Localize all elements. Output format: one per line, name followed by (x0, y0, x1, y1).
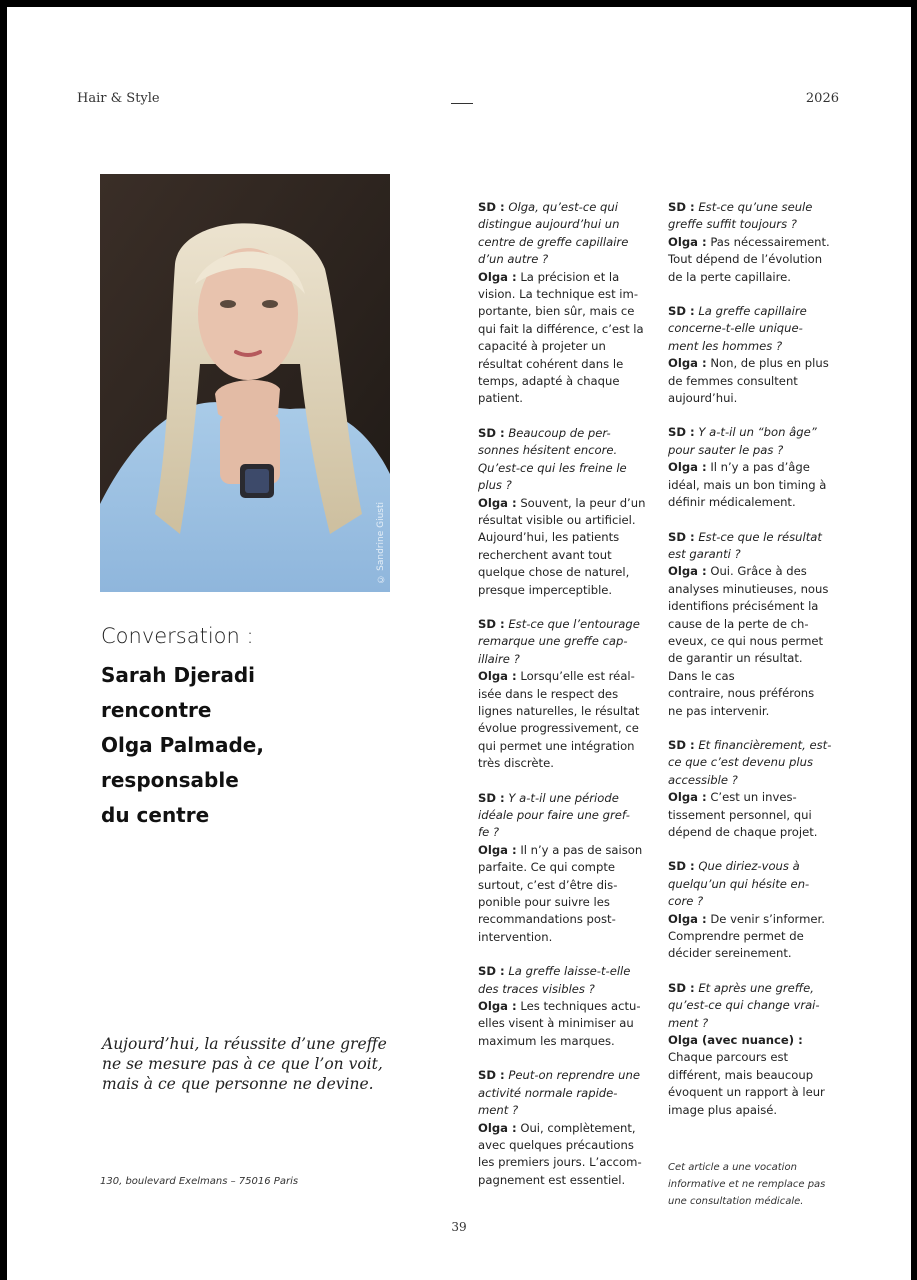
magazine-name: Hair & Style (77, 91, 160, 106)
answer-text: Chaque parcours est (668, 1050, 789, 1065)
respondent-label: Olga : (668, 790, 707, 805)
answer-line (668, 234, 858, 251)
answer-line (668, 1084, 858, 1101)
question-line (478, 651, 663, 668)
question-text: Peut-on reprendre une (504, 1068, 640, 1083)
answer-text: isée dans le respect des (478, 686, 619, 701)
answer-text: Non, de plus en plus (706, 356, 829, 371)
question-text: core ? (668, 894, 704, 909)
question-line (478, 807, 663, 824)
answer-text: C’est un inves- (706, 790, 797, 805)
answer-line (668, 1067, 858, 1084)
question-line (478, 199, 663, 216)
interview-column-1 (478, 199, 663, 1206)
headline-line: Sarah Djeradi (101, 663, 256, 687)
disclaimer-line: une consultation médicale. (668, 1196, 804, 1207)
question-text: idéale pour faire une gref- (478, 808, 630, 822)
answer-text: de la perte capillaire. (668, 269, 791, 284)
answer-text: décider sereinement. (668, 946, 792, 961)
question-text: est garanti ? (668, 546, 741, 561)
answer-text: recherchent avant tout (478, 547, 612, 562)
answer-line (668, 581, 858, 598)
answer-text: dépend de chaque projet. (668, 825, 818, 839)
answer-text: idéal, mais un bon timing à (668, 477, 827, 492)
question-text: activité normale rapide- (478, 1085, 618, 1100)
question-line (478, 1102, 663, 1119)
answer-text: aujourd’hui. (668, 391, 738, 406)
disclaimer-line: informative et ne remplace pas (668, 1179, 826, 1190)
answer-text: ponible pour suivre les (478, 895, 610, 910)
answer-line (478, 755, 663, 772)
question-line (668, 1015, 858, 1032)
question-line (478, 981, 663, 998)
question-text: accessible ? (668, 772, 738, 787)
question-line (668, 320, 858, 337)
answer-text: intervention. (478, 929, 553, 944)
interviewer-label: SD : (668, 980, 695, 995)
magazine-page (7, 7, 911, 1280)
answer-line (478, 582, 663, 599)
respondent-label: Olga : (668, 911, 707, 926)
respondent-label: Olga : (478, 999, 517, 1014)
answer-line (478, 338, 663, 355)
respondent-label: Olga : (478, 842, 517, 857)
interviewer-label: SD : (668, 529, 695, 544)
question-line (668, 546, 858, 563)
qa-block (478, 616, 663, 773)
answer-line (478, 321, 663, 338)
question-line (478, 251, 663, 268)
answer-text: Dans le cas (668, 668, 735, 683)
answer-line (668, 633, 858, 650)
answer-text: Tout dépend de l’évolution (668, 252, 823, 267)
answer-line (668, 373, 858, 390)
answer-line (668, 928, 858, 945)
answer-text: Oui. Grâce à des (706, 564, 807, 579)
question-line (668, 997, 858, 1014)
question-line (478, 477, 663, 494)
question-text: La greffe laisse-t-elle (504, 964, 631, 979)
answer-line (668, 616, 858, 633)
question-text: d’un autre ? (478, 252, 549, 267)
headline-line: du centre (101, 803, 210, 827)
answer-line (478, 390, 663, 407)
answer-text: eveux, ce qui nous permet (668, 633, 824, 648)
answer-text: qui permet une intégration (478, 738, 635, 753)
answer-line (668, 685, 858, 702)
qa-block (478, 1067, 663, 1189)
answer-line (668, 703, 858, 720)
qa-block (478, 963, 663, 1050)
answer-text: évolue progressivement, ce (478, 721, 639, 736)
question-line (668, 737, 858, 754)
question-text: quelqu’un qui hésite en- (668, 876, 810, 891)
qa-block (668, 199, 858, 286)
qa-block (478, 425, 663, 599)
question-text: des traces visibles ? (478, 981, 595, 996)
answer-text: elles visent à minimiser au (478, 1016, 634, 1031)
answer-line (668, 598, 858, 615)
question-text: sonnes hésitent encore. (478, 443, 618, 458)
photo-credit: © Sandrine Giusti (376, 502, 386, 584)
question-text: Et financièrement, est- (694, 737, 832, 752)
answer-text: capacité à projeter un (478, 339, 606, 354)
answer-line (478, 894, 663, 911)
qa-block (668, 737, 858, 841)
answer-text: Oui, complètement, (516, 1120, 636, 1135)
answer-line (478, 564, 663, 581)
interviewer-label: SD : (478, 425, 505, 440)
answer-line (668, 355, 858, 372)
answer-line (478, 495, 663, 512)
answer-line (668, 1032, 858, 1049)
clinic-address: 130, boulevard Exelmans – 75016 Paris (100, 1176, 299, 1187)
qa-block (478, 199, 663, 408)
answer-line (668, 789, 858, 806)
question-line (668, 858, 858, 875)
question-text: plus ? (478, 478, 512, 493)
pull-quote (102, 1034, 402, 1094)
answer-line (478, 529, 663, 546)
answer-text: qui fait la différence, c’est la (478, 321, 644, 336)
question-text: qu’est-ce qui change vrai- (668, 998, 820, 1013)
answer-text: De venir s’informer. (706, 911, 825, 926)
answer-line (668, 1049, 858, 1066)
question-text: remarque une greffe cap- (478, 634, 628, 649)
question-text: Et après une greffe, (694, 980, 814, 995)
question-line (668, 772, 858, 789)
answer-text: tissement personnel, qui (668, 807, 812, 822)
question-text: Est-ce que le résultat (694, 529, 822, 544)
answer-text: parfaite. Ce qui compte (478, 860, 616, 875)
answer-line (668, 1102, 858, 1119)
question-line (478, 216, 663, 233)
interviewer-label: SD : (478, 1068, 505, 1083)
answer-text: très discrète. (478, 756, 554, 771)
quote-line: ne se mesure pas à ce que l’on voit, (102, 1055, 383, 1073)
answer-text: Il n’y a pas de saison (516, 842, 643, 857)
question-line (478, 633, 663, 650)
answer-line (478, 703, 663, 720)
portrait-photo (100, 174, 390, 592)
answer-text: définir médicalement. (668, 495, 796, 510)
answer-line (668, 269, 858, 286)
question-line (478, 1085, 663, 1102)
interviewer-label: SD : (668, 859, 695, 874)
portrait-illustration (100, 174, 390, 592)
answer-text: Souvent, la peur d’un (516, 495, 646, 510)
question-text: Olga, qu’est-ce qui (504, 200, 618, 214)
qa-block (668, 424, 858, 511)
qa-block (668, 980, 858, 1119)
article-kicker: Conversation : (101, 624, 254, 648)
answer-line (668, 807, 858, 824)
answer-text: pagnement est essentiel. (478, 1172, 626, 1187)
question-text: fe ? (478, 825, 500, 840)
answer-text: surtout, c’est d’être dis- (478, 877, 618, 892)
question-text: ment ? (668, 1015, 709, 1030)
answer-line (668, 650, 858, 667)
qa-block (668, 529, 858, 720)
answer-line (668, 945, 858, 962)
answer-text: image plus apaisé. (668, 1102, 778, 1117)
answer-line (478, 1137, 663, 1154)
issue-year: 2026 (805, 91, 839, 106)
answer-line (478, 738, 663, 755)
question-line (668, 529, 858, 546)
answer-text: La précision et la (516, 269, 620, 284)
question-text: ment les hommes ? (668, 338, 783, 353)
answer-line (478, 547, 663, 564)
qa-block (668, 303, 858, 407)
answer-line (478, 286, 663, 303)
answer-text: les premiers jours. L’accom- (478, 1155, 642, 1170)
answer-text: de femmes consultent (668, 373, 798, 388)
answer-text: résultat visible ou artificiel. (478, 512, 636, 527)
question-text: concerne-t-elle unique- (668, 321, 803, 336)
answer-text: Comprendre permet de (668, 929, 804, 944)
answer-text: temps, adapté à chaque (478, 374, 620, 389)
answer-line (478, 929, 663, 946)
question-text: distingue aujourd’hui un (478, 217, 620, 232)
answer-text: lignes naturelles, le résultat (478, 703, 640, 718)
question-text: Qu’est-ce qui les freine le (478, 460, 627, 475)
respondent-label: Olga : (478, 1120, 517, 1135)
answer-text: contraire, nous préférons (668, 686, 815, 701)
answer-text: vision. La technique est im- (478, 287, 639, 302)
answer-line (668, 824, 858, 841)
question-line (478, 824, 663, 841)
headline-line: Olga Palmade, (101, 733, 264, 757)
question-text: pour sauter le pas ? (668, 442, 784, 457)
answer-text: analyses minutieuses, nous (668, 581, 829, 596)
answer-text: patient. (478, 391, 523, 406)
answer-text: identifions précisément la (668, 599, 819, 614)
answer-text: quelque chose de naturel, (478, 565, 630, 580)
answer-line (478, 1015, 663, 1032)
answer-text: presque imperceptible. (478, 582, 613, 597)
qa-block (668, 858, 858, 962)
interviewer-label: SD : (668, 304, 695, 319)
answer-line (478, 859, 663, 876)
answer-text: Pas nécessairement. (706, 234, 830, 249)
question-line (668, 424, 858, 441)
quote-line: mais à ce que personne ne devine. (102, 1075, 374, 1093)
disclaimer (668, 1159, 858, 1210)
interviewer-label: SD : (478, 200, 505, 214)
question-line (478, 460, 663, 477)
interviewer-label: SD : (478, 616, 505, 631)
question-line (478, 442, 663, 459)
respondent-label: Olga : (478, 269, 517, 284)
answer-text: évoquent un rapport à leur (668, 1085, 825, 1100)
question-line (668, 303, 858, 320)
headline-line: rencontre (101, 698, 212, 722)
answer-line (478, 686, 663, 703)
question-line (478, 790, 663, 807)
answer-line (478, 1120, 663, 1137)
question-text: Est-ce que l’entourage (504, 616, 640, 631)
question-line (478, 1067, 663, 1084)
answer-line (478, 911, 663, 928)
qa-block (478, 790, 663, 947)
answer-line (478, 1154, 663, 1171)
answer-line (478, 998, 663, 1015)
respondent-label: Olga : (478, 669, 517, 684)
question-text: greffe suffit toujours ? (668, 217, 797, 232)
answer-text: Lorsqu’elle est réal- (516, 669, 635, 684)
answer-line (478, 842, 663, 859)
disclaimer-line: Cet article a une vocation (668, 1162, 797, 1173)
interviewer-label: SD : (478, 964, 505, 979)
question-text: Est-ce qu’une seule (694, 200, 813, 214)
question-text: La greffe capillaire (694, 304, 807, 319)
interviewer-label: SD : (668, 425, 695, 440)
answer-line (478, 1033, 663, 1050)
answer-line (668, 668, 858, 685)
answer-text: Aujourd’hui, les patients (478, 530, 620, 545)
answer-line (478, 356, 663, 373)
answer-line (478, 877, 663, 894)
answer-text: Il n’y a pas d’âge (706, 460, 810, 475)
question-text: Y a-t-il une période (504, 790, 619, 805)
question-line (478, 963, 663, 980)
page-number: 39 (451, 1220, 467, 1234)
answer-line (478, 720, 663, 737)
respondent-label: Olga : (668, 564, 707, 579)
question-text: Y a-t-il un “bon âge” (694, 425, 817, 440)
respondent-label: Olga : (668, 356, 707, 371)
question-line (478, 234, 663, 251)
answer-line (478, 512, 663, 529)
interview-column-2 (668, 199, 858, 1136)
question-line (668, 338, 858, 355)
interviewer-label: SD : (668, 737, 695, 752)
answer-line (668, 251, 858, 268)
answer-line (668, 911, 858, 928)
header-divider (451, 103, 473, 104)
answer-line (478, 668, 663, 685)
question-text: ce que c’est devenu plus (668, 755, 814, 770)
headline-line: responsable (101, 768, 239, 792)
question-line (668, 216, 858, 233)
respondent-label: Olga (avec nuance) : (668, 1033, 803, 1048)
interviewer-label: SD : (478, 790, 505, 805)
question-line (478, 425, 663, 442)
quote-line: Aujourd’hui, la réussite d’une greffe (102, 1035, 387, 1053)
answer-text: Les techniques actu- (516, 999, 641, 1014)
answer-text: portante, bien sûr, mais ce (478, 304, 635, 319)
answer-line (668, 390, 858, 407)
question-line (668, 876, 858, 893)
question-line (668, 980, 858, 997)
question-text: illaire ? (478, 651, 520, 666)
question-text: centre de greffe capillaire (478, 234, 629, 249)
question-line (668, 442, 858, 459)
answer-line (478, 1172, 663, 1189)
question-text: Que diriez-vous à (694, 859, 800, 874)
answer-text: de garantir un résultat. (668, 651, 803, 666)
answer-line (478, 303, 663, 320)
question-text: ment ? (478, 1103, 519, 1118)
interviewer-label: SD : (668, 200, 695, 214)
answer-line (478, 269, 663, 286)
answer-line (668, 459, 858, 476)
question-line (668, 199, 858, 216)
respondent-label: Olga : (668, 460, 707, 475)
question-line (478, 616, 663, 633)
question-text: Beaucoup de per- (504, 425, 611, 440)
answer-line (668, 477, 858, 494)
article-headline (101, 658, 361, 833)
answer-text: recommandations post- (478, 912, 616, 927)
answer-text: résultat cohérent dans le (478, 356, 624, 371)
question-line (668, 754, 858, 771)
respondent-label: Olga : (668, 234, 707, 249)
answer-text: différent, mais beaucoup (668, 1067, 814, 1082)
answer-text: cause de la perte de ch- (668, 616, 809, 631)
respondent-label: Olga : (478, 495, 517, 510)
answer-text: ne pas intervenir. (668, 703, 770, 718)
answer-line (668, 563, 858, 580)
answer-text: avec quelques précautions (478, 1137, 634, 1152)
answer-line (478, 373, 663, 390)
answer-line (668, 494, 858, 511)
answer-text: maximum les marques. (478, 1033, 615, 1048)
question-line (668, 893, 858, 910)
